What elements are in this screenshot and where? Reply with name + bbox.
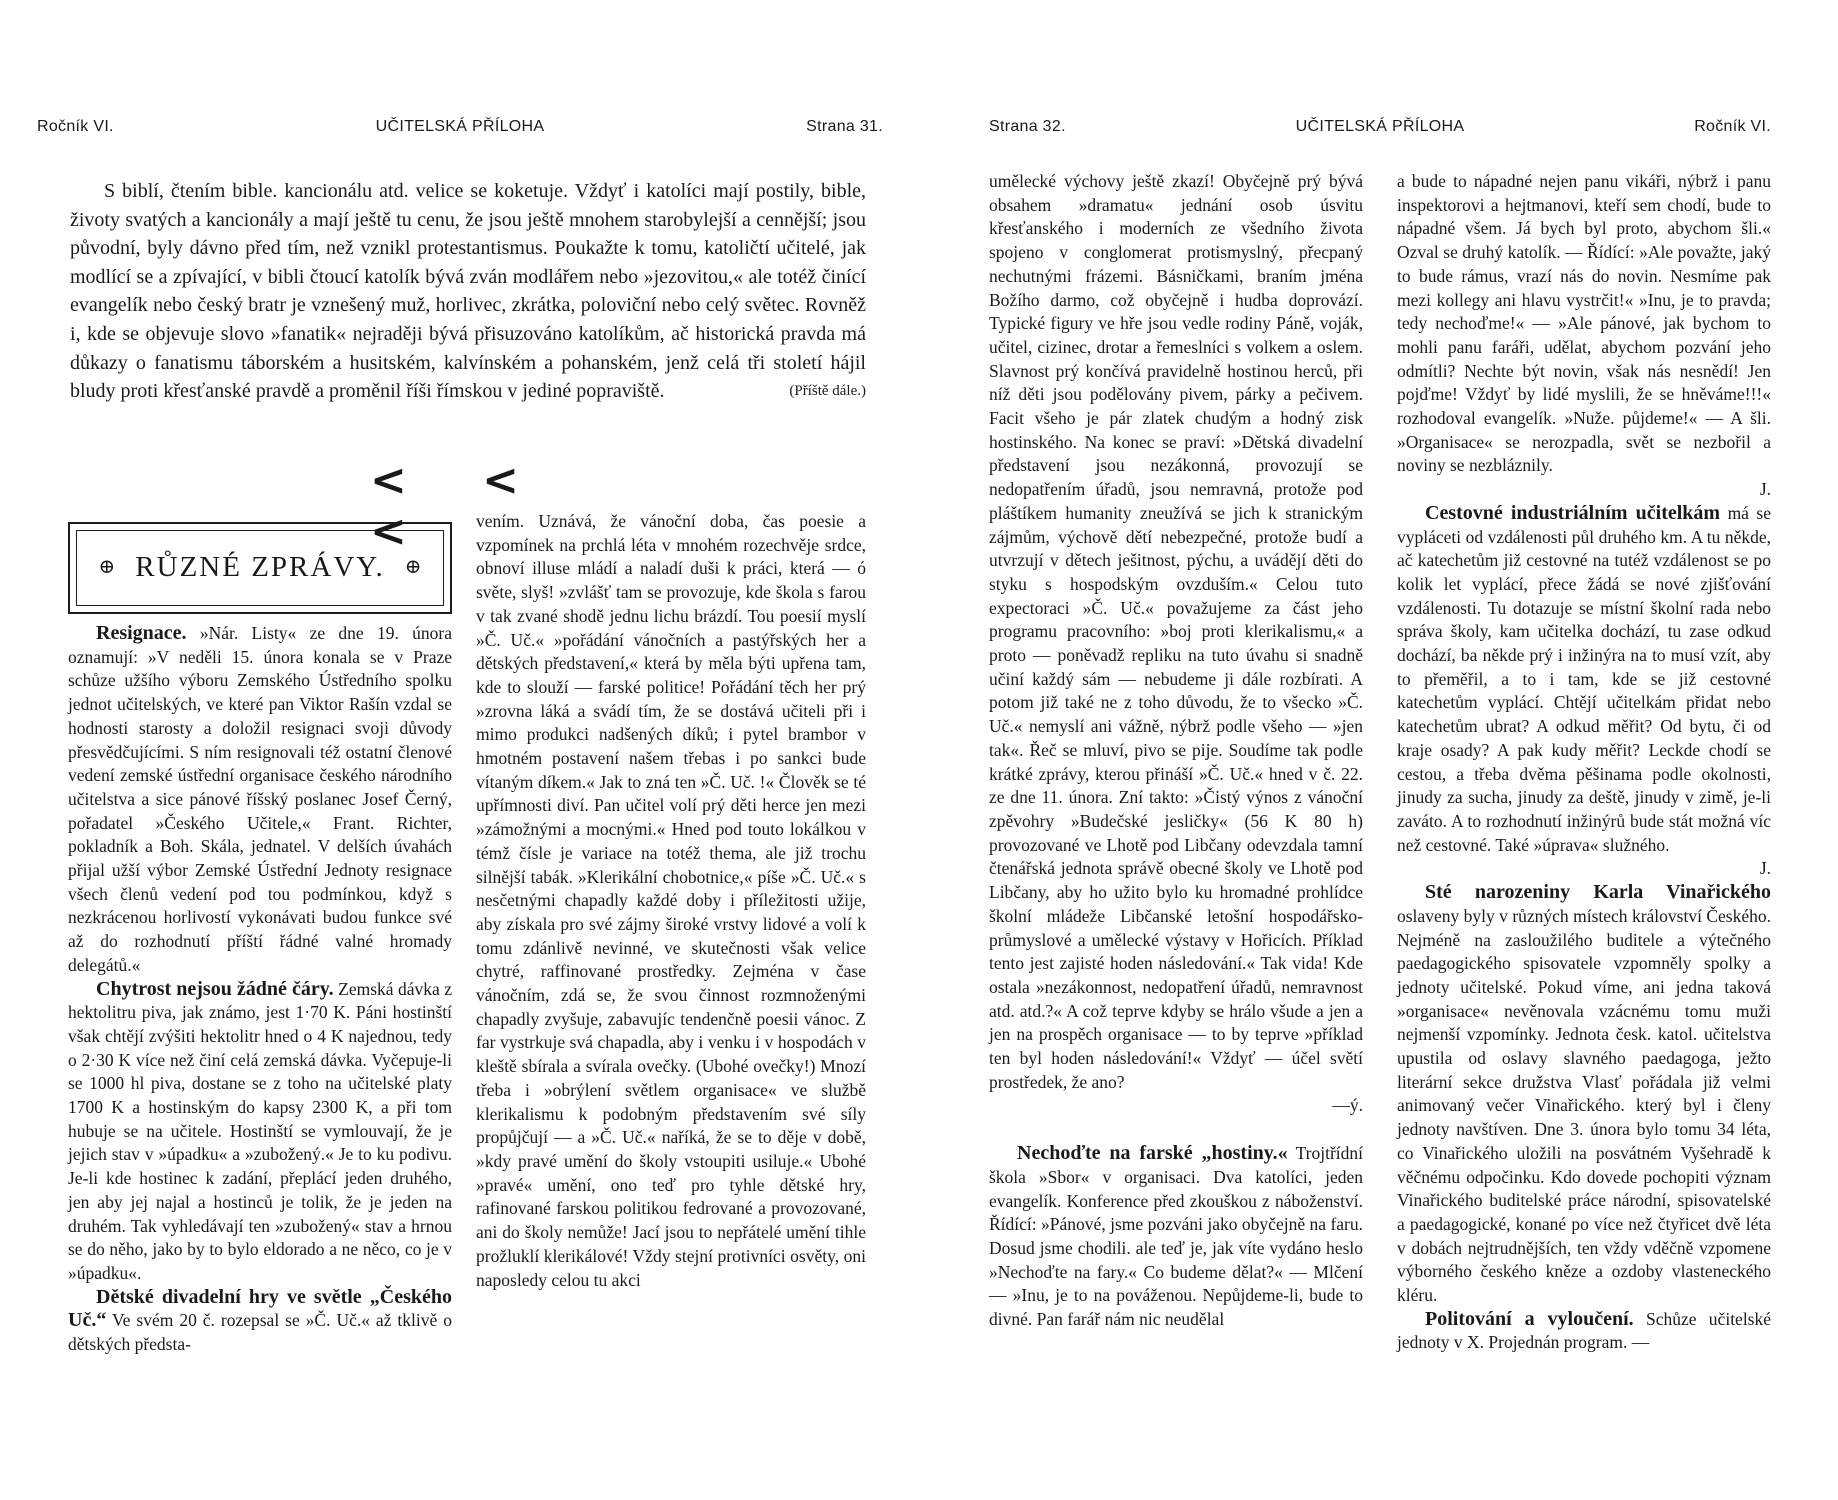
- article-resignace: [68, 622, 452, 978]
- article-body: Schůze učitelské jednoty v X. Projednán program. —: [1397, 1308, 1772, 1353]
- header-volume: Ročník VI.: [1694, 118, 1771, 135]
- article-heading: Dětské divadelní hry ve světle „Českého Uč.“: [68, 1285, 452, 1332]
- article-body: má se vypláceti od vzdálenosti půl druhého km. A tu někde, ač katechetům již cestovné na tutéž vzdálenost se po kolik let vyplácí, přece žádá se nové zjišťování vzdálenosti. Tu dotazuje se místní školní rada nebo správa školy, kam učitelka dochází, tu zase odkud dochází, ba někde prý i inžinýra na to musí vzít, aby to přeměřil, a to i tam, kde se již cestovné katechetům vyplácí. Chtějí učitelkám přidat nebo katechetům ubrat? A odkud měřit? Od bytu, či od kraje osady? A pak kudy měřit? Leckde chodí se cestou, a třeba dvěma pěšinama podle okolnosti, jinudy za sucha, jinudy za deště, jinudy v zimě, je-li zaváto. A to rozhodnutí inžinýrů bude stát možná víc než cestovné. Také »úprava« služného.: [1397, 502, 1771, 855]
- header-volume: Ročník VI.: [37, 118, 114, 135]
- article-body: oslaveny byly v různých místech království Českého. Nejméně na zasloužilého buditele a výtečného paedagogického spisovatele vzpomněly spolky a jednoty učitelské. Pokud víme, ani jedna taková »organisace« nevěnovala vzácnému tomu muži nejmenší vzpomínky. Jednota česk. katol. učitelstva upustila od oslavy slavného paedagoga, ježto literární sekce družstva Vlasť pořádala již velmi animovaný večer Vinařického. který byl i členy jednoty navštíven. Dne 3. února bylo tomu 34 léta, co Vinařického uložili na posvátném Vyšehradě k věčnému odpočinku. Kdo dovede pochopiti význam Vinařického buditelské práce národní, spisovatelské a paedagogické, konané po více než čtyřicet dvě léta v dobách nejtrudnějších, ten vždy vděčně vzpomene výborného českého kněze a ozdoby vlasteneckého kléru.: [1397, 905, 1771, 1306]
- article-body: a bude to nápadné nejen panu vikáři, nýbrž i panu inspektorovi a hejtmanovi, kteří sem chodí, bude to nápadné všem. Já bych byl proto, abychom šli.« Ozval se druhý katolík. — Řídící: »Ale považte, jaký to bude rámus, vrazí nás do novin. Nesmíme pak mezi kollegy ani hlavu vystrčit!« »Inu, je to pravda; tedy nechoďme!« — »Ale pánové, jak bychom to mohli panu faráři, udělat, abychom pozvání jeho odmítli? Nechte být novin, však nás nesnědí! Jen pojďme! Vždyť by lidé myslili, že se hněváme!!!« rozhodoval evangelík. »Nuže. půjdeme!« — A šli. »Organisace« se nerozpadla, svět se nezbořil a noviny se nezbláznily.: [1397, 171, 1771, 476]
- article-politovani: [1397, 1308, 1771, 1355]
- article-body: Trojtřídní škola »Sbor« v organisaci. Dva katolíci, jeden evangelík. Konference před zkouškou z náboženství. Řídící: »Pánové, jsme pozváni jako obyčejně na faru. Dosud jsme chodili. ale teď je, jak víte vydáno heslo »Nechoďte na fary.« Co budeme dělat?« — Mlčení — »Inu, je to na pováženou. Nepůjdeme-li, bude to divné. Pan farář nám nic neudělal: [989, 1143, 1363, 1330]
- ornament-text: < < <: [370, 455, 550, 557]
- article-heading: Cestovné industriálním učitelkám: [1425, 501, 1721, 524]
- article-cestovne: [1397, 502, 1771, 858]
- article-hostiny: [989, 1142, 1363, 1332]
- article-body: Ve svém 20 č. rozepsal se »Č. Uč.« až tklivě o dětských předsta-: [68, 1310, 452, 1355]
- intro-paragraph: [70, 177, 866, 406]
- header-page-number: Strana 32.: [989, 118, 1066, 135]
- signature: J.: [1759, 858, 1771, 879]
- section-ornament: [370, 455, 570, 557]
- article-heading: Sté narozeniny Karla Vinařického: [1425, 881, 1771, 904]
- article-heading: Nechoďte na farské „hostiny.«: [1017, 1142, 1288, 1165]
- article-vinaricky: [1397, 881, 1771, 1308]
- running-header-right: [989, 0, 1771, 135]
- section-title-box: [68, 522, 452, 614]
- header-title: UČITELSKÁ PŘÍLOHA: [375, 118, 545, 135]
- signature: —ý.: [1332, 1095, 1363, 1116]
- signature: J.: [1759, 479, 1771, 500]
- article-heading: Chytrost nejsou žádné čáry.: [96, 977, 334, 1000]
- intro-text: S biblí, čtením bible. kancionálu atd. velice se koketuje. Vždyť i katolíci mají postily, bible, životy svatých a kancionály a mají ještě tu cenu, že jsou ještě mnohem starobylejší a cennější; jsou původní, byly dávno před tím, než vznikl protestantismus. Poukažte k tomu, katoličtí učitelé, jak modlící se a zpívající, v bibli čtoucí katolík bývá zván modlářem nebo »jezovitou,« ale totéž činící evangelík nebo český bratr je vznešený muž, horlivec, zkrátka, poloviční nebo celý světec. Rovněž i, kde se objevuje slovo »fanatik« nejraději bývá přisuzováno katolíkům, ač historická pravda má důkazy o fanatismu táborském a husitském, kalvínském a pohanském, jenž celá tři století hájil bludy proti křesťanské pravdě a proměnil říši římskou v jediné popraviště.: [70, 180, 866, 403]
- header-title: UČITELSKÁ PŘÍLOHA: [1295, 118, 1465, 135]
- left-column-1: [68, 522, 452, 1357]
- section-title: RŮZNÉ ZPRÁVY.: [135, 551, 385, 584]
- header-page-number: Strana 31.: [806, 118, 883, 135]
- article-heading: Politování a vyloučení.: [1425, 1307, 1634, 1330]
- bullet-icon: ⊕: [404, 556, 422, 579]
- left-column-2: [476, 510, 866, 1292]
- article-body: »Nár. Listy« ze dne 19. února oznamují: »V neděli 15. února konala se v Praze schůze užšího výboru Zemského Ústředního spolku jednot učitelských, ve které pan Viktor Rašín vzdal se hodnosti starosty a doložil resignaci svoji důvody přesvědčujícími. S ním resignovali též ostatní členové vedení zemské ústřední organisace českého národního učitelstva a sice pánové říšský poslanec Josef Černý, pořadatel »Českého Učitele,« Frant. Richter, pokladník a Boh. Skála, jednatel. V delších úvahách přijal užší výbor Zemské Ústřední Jednoty resignace všech členů vedení pod tou podmínkou, když s nezkrácenou horlivostí vykonávati budou funkce své až do rozhodnutí příští řádné valné hromady delegátů.«: [68, 623, 453, 975]
- article-chytrost: [68, 978, 452, 1286]
- right-page: [919, 0, 1838, 1500]
- article-body: umělecké výchovy ještě zkazí! Obyčejně prý bývá obsahem »dramatu« jednání osob úsvitu křesťanského i moderních ze všedního života spojeno v conglomerat protismyslný, přecpaný nechutnými frázemi. Básničkami, braním jména Božího darmo, což obyčejně i hudba doprovází. Typické figury ve hře jsou vedle rodiny Páně, voják, učitel, cizinec, drotar a řemeslníci s volkem a oslem. Slavnost prý končívá pravidelně hostinou herců, při níž děti jsou podělovány pivem, párky a pečivem. Facit všeho je pár zlatek chudým a hodný zisk hostinského. Na konec se praví: »Dětská divadelní představení jsou nezákonná, provozují se nedopatřením úřadů, jsou nemravná, protože pod pláštíkem humanity zneužívá se jich k stranickým zájmům, výchově dětí nebezpečné, protože budí a utvrzují v dětech ješitnost, pýchu, a uvádějí děti do styku s hospodským ovzduším.« Celou tuto expectoraci »Č. Uč.« považujeme za část jeho programu pracovního: »boj proti klerikalismu,« a proto — poněvadž repliku na tuto úvahu si snadně učiní každý sám — nebudeme ji dále rozbírati. A potom již také ne z toho důvodu, že to všecko »Č. Uč.« nemyslí ani vážně, nýbrž podle všeho — »jen tak«. Řeč se mluví, pivo se pije. Soudíme tak podle krátké zprávy, kterou přináší »Č. Uč.« hned v č. 22. ze dne 11. února. Zní takto: »Čistý výnos z vánoční zpěvohry »Budečské jesličky« (56 K 80 h) provozované ve Lhotě pod Libčany odevzdala tamní čtenářská jednota správě obecné školy ve Lhotě pod Libčany, aby ho užito bylo ku hromadné prohlídce školní mládeže Libčanské letošní hospodářsko-průmyslové a umělecké výstavy v Hořicích. Příklad tento jest zajisté hoden následování.« Tak vida! Kde ostala »nezákonnost, nedopatření úřadů, nemravnost atd. atd.?« A což teprve kdyby se hrálo všude a jen a jen na prospěch organisace — to by teprve »příklad ten byl hoden následování!« Vždyť — účel světí prostředek, že ano?: [989, 171, 1363, 1092]
- bullet-icon: ⊕: [98, 556, 116, 579]
- right-column-2: [1397, 170, 1771, 1355]
- right-column-1: [989, 170, 1363, 1332]
- continued-note: (Příště dále.): [789, 383, 866, 400]
- article-detske-hry: [68, 1286, 452, 1357]
- running-header-left: [37, 0, 883, 135]
- article-heading: Resignace.: [96, 622, 187, 644]
- article-body: Zemská dávka z hektolitru piva, jak známo, jest 1·70 K. Páni hostinští však chtějí zvýšiti hektolitr hned o 4 K najednou, tedy o 2·30 K více než činí celá zemská dávka. Vyčepuje-li se 1000 hl piva, dostane se z toho na učitelské platy 1700 K a hostinským do kapsy 2300 K, a při tom hubuje se na učitele. Hostinští se vymlouvají, že je jejich stav v »úpadku« a »zubožený.« Je to ku podivu. Je-li kde hostinec k zadání, přeplácí jeden druhého, jen aby jej najal a hostinců je tolik, že je jeden na druhém. Tak vyhledávají ten »zubožený« stav a hrnou se do něho, jako by to bylo eldorado a ne něco, co je v »úpadku«.: [68, 978, 453, 1283]
- article-body: vením. Uznává, že vánoční doba, čas poesie a vzpomínek na prchlá léta v mnohém rozechvěje srdce, obnoví illuse mládí a naladí duši k práci, která — ó světe, slyš! »zvlášť tam se provozuje, kde škola s farou v tak zvané shodě jednu lichu brázdí. Tou poesií myslí »Č. Uč.« »pořádání vánočních a pastýřských her a dětských představení,« která by měla býti upřena tam, kde to slouží — farské politice! Pořádání těch her prý »zrovna láká a svádí tím, že se dostává učiteli při i mimo produkci nadšených díků; i pytel brambor v hmotném postavení našem třebas i po sankci bude vítaným díkem.« Jak to zná ten »Č. Uč. !« Člověk se té upřímnosti diví. Pan učitel volí prý děti herce jen mezi »zámožnými a mocnými.« Hned pod touto lokálkou v témž čísle je variace na totéž thema, ale již trochu silnější tabák. »Klerikální chobotnice,« píše »Č. Uč.« s nesčetnými chapadly každé doby i příležitosti užije, aby získala pro své zájmy široké vrstvy lidové a volí k tomu zdánlivě nevinné, ve skutečnosti však velice chytré, raffinované prostředky. Zejména v čase vánočním, zdá se, že svou činnost rozmnoženými chapadly zvyšuje, zabavujíc tendenčně poesii vánoc. Z far vystrkuje svá chapadla, aby i venku i v hospodách v kleště sbírala a svírala ovečky. (Ubohé ovečky!) Mnozí třeba i »obrýlení světlem organisace« ve službě klerikalismu k podobným představením své síly propůjčují — a »Č. Uč.« naříká, že se to děje v době, »kdy pravé umění do školy vstoupiti usiluje.« Ubohé »pravé« umění, ono teď pro tyhle dětské hry, rafinované farskou politikou fedrované a provozované, ani do školy nemůže! Jací jsou to nepřátelé umění tihle prožluklí klerikálové! Vždy stejní protivníci osvěty, oni naposledy celou tu akci: [476, 511, 866, 1290]
